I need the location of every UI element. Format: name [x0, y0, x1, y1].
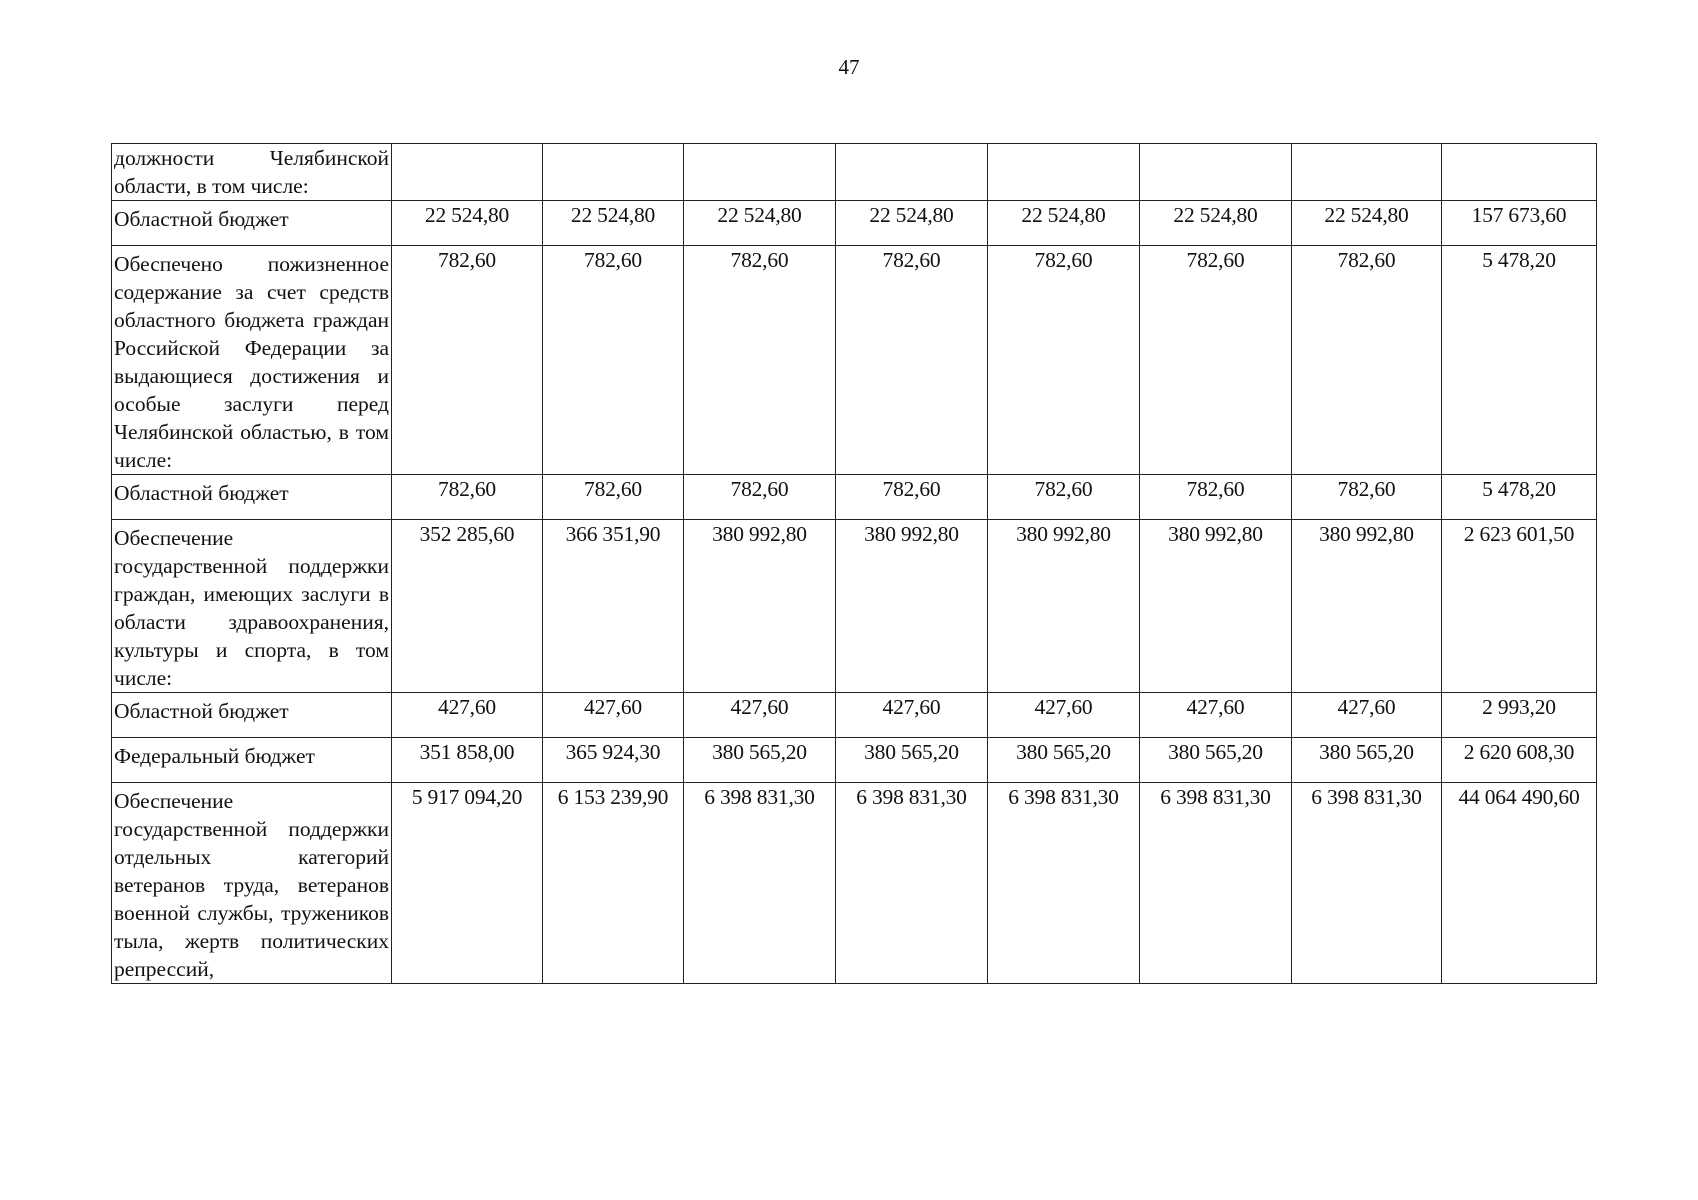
row-value: 427,60 — [684, 693, 836, 738]
row-value: 782,60 — [543, 475, 684, 520]
row-value: 782,60 — [836, 475, 988, 520]
row-value: 6 398 831,30 — [1140, 783, 1292, 984]
row-value: 782,60 — [1292, 475, 1442, 520]
row-value: 427,60 — [543, 693, 684, 738]
row-label: Федеральный бюджет — [112, 738, 392, 783]
row-value: 782,60 — [1140, 475, 1292, 520]
row-total: 5 478,20 — [1442, 475, 1597, 520]
row-total: 44 064 490,60 — [1442, 783, 1597, 984]
row-value — [1140, 144, 1292, 201]
row-value — [392, 144, 543, 201]
row-value: 782,60 — [684, 475, 836, 520]
row-value: 380 565,20 — [988, 738, 1140, 783]
row-value: 380 565,20 — [1292, 738, 1442, 783]
row-value: 427,60 — [988, 693, 1140, 738]
table-row — [112, 693, 1597, 738]
row-value: 352 285,60 — [392, 520, 543, 693]
row-value: 782,60 — [1140, 246, 1292, 475]
row-total — [1442, 144, 1597, 201]
row-label: Областной бюджет — [112, 201, 392, 246]
row-value: 427,60 — [392, 693, 543, 738]
table-row — [112, 201, 1597, 246]
row-value: 5 917 094,20 — [392, 783, 543, 984]
row-value: 6 398 831,30 — [988, 783, 1140, 984]
row-label: Обеспечение государственной поддержки граждан, имеющих заслуги в области здравоохранения, культуры и спорта, в том числе: — [112, 520, 392, 693]
row-value: 380 992,80 — [684, 520, 836, 693]
row-value: 380 992,80 — [1292, 520, 1442, 693]
table-row — [112, 144, 1597, 201]
row-value: 22 524,80 — [684, 201, 836, 246]
row-value: 427,60 — [1292, 693, 1442, 738]
row-value: 380 992,80 — [836, 520, 988, 693]
row-value: 380 565,20 — [1140, 738, 1292, 783]
row-value — [684, 144, 836, 201]
table-row — [112, 520, 1597, 693]
row-value: 6 398 831,30 — [684, 783, 836, 984]
row-value: 366 351,90 — [543, 520, 684, 693]
row-value: 22 524,80 — [1140, 201, 1292, 246]
row-value: 380 992,80 — [1140, 520, 1292, 693]
row-label: должности Челябинской области, в том числе: — [112, 144, 392, 201]
row-value: 22 524,80 — [988, 201, 1140, 246]
table-row — [112, 246, 1597, 475]
row-value: 22 524,80 — [392, 201, 543, 246]
row-value: 380 992,80 — [988, 520, 1140, 693]
row-value — [543, 144, 684, 201]
table-row — [112, 738, 1597, 783]
row-total: 2 620 608,30 — [1442, 738, 1597, 783]
row-value: 427,60 — [836, 693, 988, 738]
row-label: Обеспечено пожизненное содержание за счет средств областного бюджета граждан Российской Федерации за выдающиеся достижения и особые заслуги перед Челябинской областью, в том числе: — [112, 246, 392, 475]
row-value: 782,60 — [988, 475, 1140, 520]
table-row — [112, 783, 1597, 984]
row-value: 6 398 831,30 — [836, 783, 988, 984]
row-value: 427,60 — [1140, 693, 1292, 738]
row-value: 380 565,20 — [684, 738, 836, 783]
row-value: 380 565,20 — [836, 738, 988, 783]
row-value — [1292, 144, 1442, 201]
row-label: Областной бюджет — [112, 693, 392, 738]
row-value: 782,60 — [392, 246, 543, 475]
row-value: 782,60 — [543, 246, 684, 475]
row-value: 365 924,30 — [543, 738, 684, 783]
row-total: 5 478,20 — [1442, 246, 1597, 475]
row-value: 782,60 — [988, 246, 1140, 475]
row-value: 6 153 239,90 — [543, 783, 684, 984]
row-value — [836, 144, 988, 201]
row-value: 782,60 — [684, 246, 836, 475]
budget-table — [111, 143, 1597, 984]
row-value: 782,60 — [392, 475, 543, 520]
row-value: 22 524,80 — [1292, 201, 1442, 246]
page-number: 47 — [838, 55, 860, 79]
row-value — [988, 144, 1140, 201]
row-label: Обеспечение государственной поддержки отдельных категорий ветеранов труда, ветеранов военной службы, тружеников тыла, жертв политических репрессий, — [112, 783, 392, 984]
table-row — [112, 475, 1597, 520]
row-total: 157 673,60 — [1442, 201, 1597, 246]
row-value: 22 524,80 — [543, 201, 684, 246]
row-total: 2 993,20 — [1442, 693, 1597, 738]
row-label: Областной бюджет — [112, 475, 392, 520]
row-value: 351 858,00 — [392, 738, 543, 783]
row-value: 22 524,80 — [836, 201, 988, 246]
row-total: 2 623 601,50 — [1442, 520, 1597, 693]
row-value: 782,60 — [836, 246, 988, 475]
row-value: 6 398 831,30 — [1292, 783, 1442, 984]
row-value: 782,60 — [1292, 246, 1442, 475]
